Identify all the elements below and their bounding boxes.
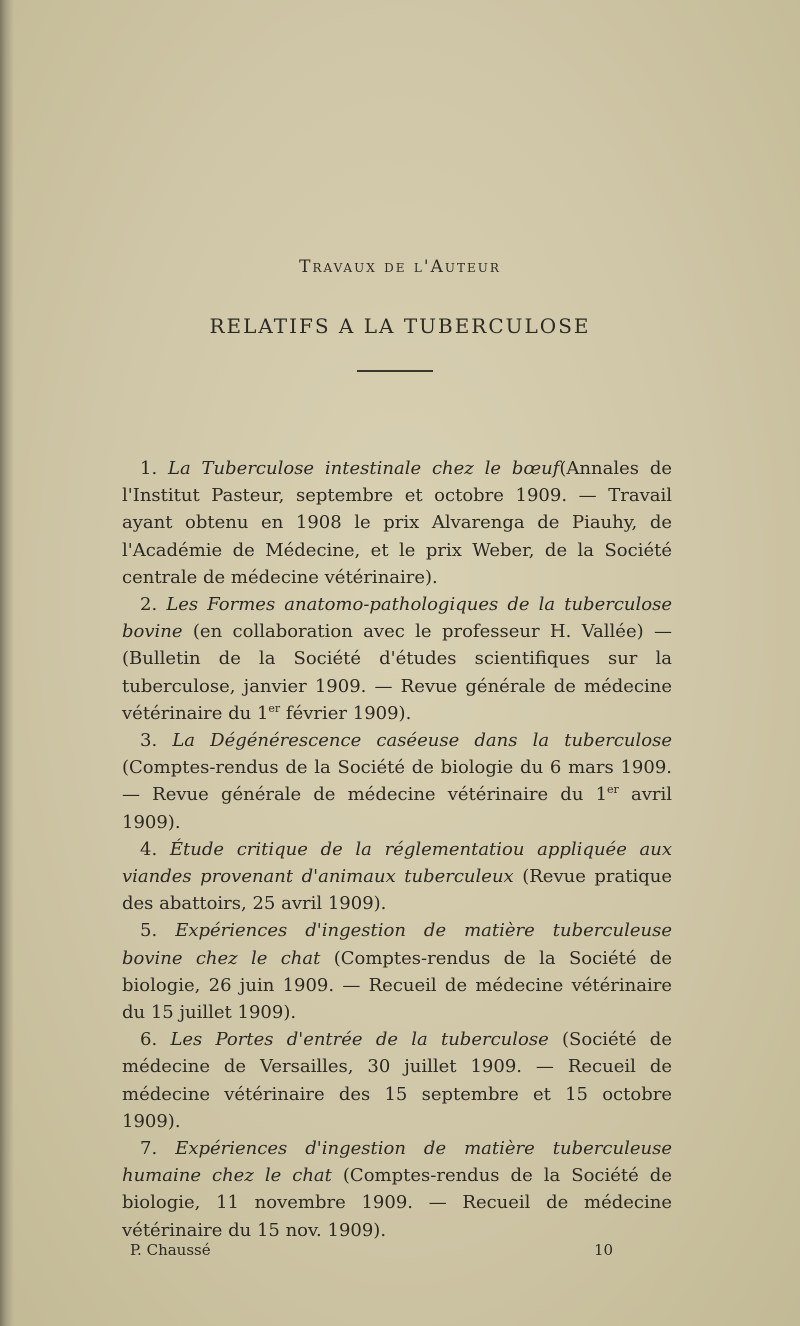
entry-details: (en collaboration avec le professeur H. Vallée) — (Bulletin de la Société d'études scientifiques sur la tuberculose, janvier 1909. — Revue générale de médecine vétérinaire du 1 [122, 621, 672, 724]
entry-title: Expériences d'ingestion de matière tuberculeuse bovine chez le chat [122, 920, 672, 969]
publication-entry-4 [122, 836, 672, 918]
entry-number: 1. [140, 458, 158, 479]
entry-number: 3. [140, 730, 158, 752]
entry-title: Expériences d'ingestion de matière tuberculeuse humaine chez le chat [122, 1138, 672, 1187]
publication-entry-7 [122, 1135, 672, 1244]
signature-mark: P. Chaussé [130, 1241, 211, 1259]
entry-details: (Comptes-rendus de la Société de biologie du 6 mars 1909. — Revue générale de médecine vétérinaire du 1 [122, 757, 672, 806]
entry-details: (Revue pratique des abattoirs, 25 avril 1909). [122, 866, 672, 915]
entry-number: 5. [140, 920, 158, 942]
entry-details: (Société de médecine de Versailles, 30 juillet 1909. — Recueil de médecine vétérinaire des 15 septembre et 15 octobre 1909). [122, 1029, 672, 1132]
entry-number: 2. [140, 594, 158, 616]
entry-title: Les Formes anatomo-pathologiques de la tuberculose bovine [122, 594, 672, 643]
section-heading-title: RELATIFS A LA TUBERCULOSE [209, 314, 591, 338]
section-heading-small-caps: Travaux de l'Auteur [299, 257, 501, 277]
page-number: 10 [594, 1241, 614, 1259]
entry-details: (Comptes-rendus de la Société de biologie, 26 juin 1909. — Recueil de médecine vétérinaire du 15 juillet 1909). [122, 947, 672, 1024]
publication-entry-2 [122, 591, 672, 727]
entry-title: La Dégénérescence caséeuse dans la tuberculose [172, 730, 672, 752]
heading-divider-rule [357, 370, 433, 372]
entry-details: (Annales de l'Institut Pasteur, septembre et octobre 1909. — Travail ayant obtenu en 1908 le prix Alvarenga de Piauhy, de l'Académie de Médecine, et le prix Weber, de la Société centrale de médecine vétérinaire). [122, 458, 672, 588]
ordinal-superscript: er [268, 701, 281, 715]
publication-list [122, 455, 672, 1244]
entry-title: La Tuberculose intestinale chez le bœuf [168, 458, 560, 479]
entry-title: Les Portes d'entrée de la tuberculose [170, 1029, 549, 1051]
publication-entry-6 [122, 1026, 672, 1135]
entry-number: 6. [140, 1029, 158, 1051]
publication-entry-5 [122, 917, 672, 1026]
entry-details: (Comptes-rendus de la Société de biologie, 11 novembre 1909. — Recueil de médecine vétérinaire du 15 nov. 1909). [122, 1165, 672, 1241]
ordinal-superscript: er [607, 783, 619, 797]
page-binding-edge [0, 0, 14, 1326]
entry-details-end: avril 1909). [122, 784, 672, 833]
publication-entry-3 [122, 727, 672, 836]
entry-details-end: février 1909). [280, 702, 412, 724]
entry-number: 7. [140, 1138, 158, 1160]
entry-title: Étude critique de la réglementatiou appliquée aux viandes provenant d'animaux tuberculeux [122, 838, 672, 888]
publication-entry-1 [122, 455, 672, 591]
entry-number: 4. [140, 838, 158, 860]
